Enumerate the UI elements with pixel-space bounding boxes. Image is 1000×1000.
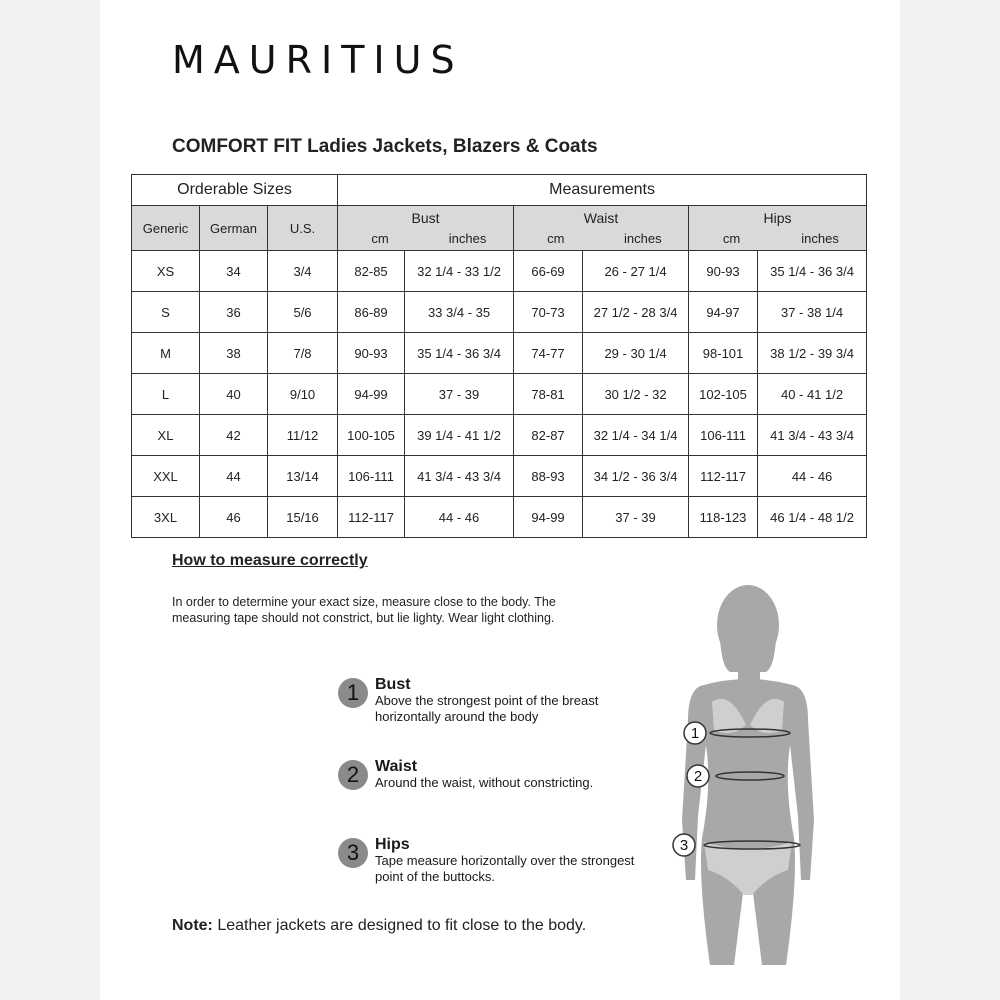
cell-us: 11/12: [268, 415, 338, 456]
size-chart-table: [131, 174, 867, 538]
step-description: Around the waist, without constricting.: [375, 775, 594, 790]
note-label: Note:: [172, 917, 213, 934]
cell-bust-cm: 112-117: [338, 497, 405, 538]
cell-waist-in: 37 - 39: [583, 497, 689, 538]
body-silhouette-figure: [660, 580, 840, 970]
cell-hips-in: 41 3/4 - 43 3/4: [758, 415, 867, 456]
waist-cm-label: cm: [547, 231, 565, 246]
cell-generic: XXL: [132, 456, 200, 497]
cell-generic: XL: [132, 415, 200, 456]
table-title: COMFORT FIT Ladies Jackets, Blazers & Coats: [172, 136, 598, 157]
step-number-badge: 3: [338, 838, 368, 868]
step-number-badge: 1: [338, 678, 368, 708]
bust-cm-label: cm: [371, 231, 389, 246]
cell-waist-cm: 70-73: [514, 292, 583, 333]
cell-us: 15/16: [268, 497, 338, 538]
cell-bust-cm: 90-93: [338, 333, 405, 374]
cell-german: 34: [200, 251, 268, 292]
howto-title: How to measure correctly: [172, 552, 368, 569]
marker-3: 3: [679, 837, 689, 854]
cell-bust-cm: 106-111: [338, 456, 405, 497]
cell-waist-cm: 82-87: [514, 415, 583, 456]
cell-bust-cm: 82-85: [338, 251, 405, 292]
cell-waist-cm: 66-69: [514, 251, 583, 292]
table-row: [132, 497, 867, 538]
cell-waist-in: 32 1/4 - 34 1/4: [583, 415, 689, 456]
hips-inches-label: inches: [801, 231, 839, 246]
hips-label: Hips: [763, 210, 792, 226]
cell-bust-cm: 94-99: [338, 374, 405, 415]
brand-logo: MAURITIUS: [172, 38, 464, 82]
cell-generic: 3XL: [132, 497, 200, 538]
orderable-sizes-header: Orderable Sizes: [132, 175, 338, 206]
measurements-header: Measurements: [338, 175, 867, 206]
waist-header: [514, 206, 689, 251]
marker-2: 2: [693, 768, 703, 785]
cell-waist-in: 27 1/2 - 28 3/4: [583, 292, 689, 333]
waist-label: Waist: [583, 210, 619, 226]
cell-waist-cm: 74-77: [514, 333, 583, 374]
step-title: Bust: [375, 676, 411, 693]
cell-us: 13/14: [268, 456, 338, 497]
cell-german: 46: [200, 497, 268, 538]
cell-generic: S: [132, 292, 200, 333]
cell-waist-cm: 88-93: [514, 456, 583, 497]
table-row: [132, 292, 867, 333]
cell-german: 44: [200, 456, 268, 497]
table-row: [132, 251, 867, 292]
cell-us: 7/8: [268, 333, 338, 374]
bust-inches-label: inches: [448, 231, 487, 246]
cell-waist-in: 29 - 30 1/4: [583, 333, 689, 374]
german-header: German: [200, 206, 268, 251]
step-description: Above the strongest point of the breast horizontally around the body: [375, 693, 599, 724]
leather-note: [172, 917, 586, 935]
cell-hips-in: 40 - 41 1/2: [758, 374, 867, 415]
cell-us: 5/6: [268, 292, 338, 333]
bust-label: Bust: [411, 210, 440, 226]
cell-hips-in: 38 1/2 - 39 3/4: [758, 333, 867, 374]
cell-german: 40: [200, 374, 268, 415]
cell-hips-cm: 98-101: [689, 333, 758, 374]
waist-inches-label: inches: [624, 231, 662, 246]
cell-waist-cm: 94-99: [514, 497, 583, 538]
cell-hips-in: 37 - 38 1/4: [758, 292, 867, 333]
cell-bust-in: 35 1/4 - 36 3/4: [405, 333, 514, 374]
cell-hips-in: 44 - 46: [758, 456, 867, 497]
cell-bust-in: 37 - 39: [405, 374, 514, 415]
us-header: U.S.: [268, 206, 338, 251]
cell-german: 38: [200, 333, 268, 374]
step-title: Hips: [375, 836, 410, 853]
cell-hips-in: 35 1/4 - 36 3/4: [758, 251, 867, 292]
cell-us: 3/4: [268, 251, 338, 292]
step-title: Waist: [375, 758, 418, 775]
cell-bust-in: 39 1/4 - 41 1/2: [405, 415, 514, 456]
cell-hips-cm: 112-117: [689, 456, 758, 497]
cell-german: 36: [200, 292, 268, 333]
step-number-badge: 2: [338, 760, 368, 790]
cell-hips-in: 46 1/4 - 48 1/2: [758, 497, 867, 538]
cell-waist-in: 30 1/2 - 32: [583, 374, 689, 415]
cell-hips-cm: 106-111: [689, 415, 758, 456]
hips-cm-label: cm: [722, 231, 741, 246]
bust-header: [338, 206, 514, 251]
table-row: [132, 333, 867, 374]
marker-1: 1: [690, 725, 700, 742]
intro-text: In order to determine your exact size, measure close to the body. The measuring tape should not constrict, but lie lighty. Wear light clothing.: [172, 595, 556, 625]
cell-german: 42: [200, 415, 268, 456]
cell-hips-cm: 94-97: [689, 292, 758, 333]
cell-waist-in: 26 - 27 1/4: [583, 251, 689, 292]
cell-bust-in: 44 - 46: [405, 497, 514, 538]
table-row: [132, 415, 867, 456]
cell-bust-cm: 100-105: [338, 415, 405, 456]
hips-header: [689, 206, 867, 251]
cell-hips-cm: 102-105: [689, 374, 758, 415]
cell-generic: M: [132, 333, 200, 374]
cell-bust-cm: 86-89: [338, 292, 405, 333]
cell-hips-cm: 118-123: [689, 497, 758, 538]
cell-us: 9/10: [268, 374, 338, 415]
table-row: [132, 456, 867, 497]
cell-bust-in: 32 1/4 - 33 1/2: [405, 251, 514, 292]
cell-waist-in: 34 1/2 - 36 3/4: [583, 456, 689, 497]
cell-waist-cm: 78-81: [514, 374, 583, 415]
step-description: Tape measure horizontally over the strongest point of the buttocks.: [375, 853, 635, 884]
cell-generic: L: [132, 374, 200, 415]
table-row: [132, 374, 867, 415]
cell-generic: XS: [132, 251, 200, 292]
cell-bust-in: 33 3/4 - 35: [405, 292, 514, 333]
generic-header: Generic: [132, 206, 200, 251]
cell-hips-cm: 90-93: [689, 251, 758, 292]
cell-bust-in: 41 3/4 - 43 3/4: [405, 456, 514, 497]
note-text: Leather jackets are designed to fit close to the body.: [217, 917, 587, 934]
